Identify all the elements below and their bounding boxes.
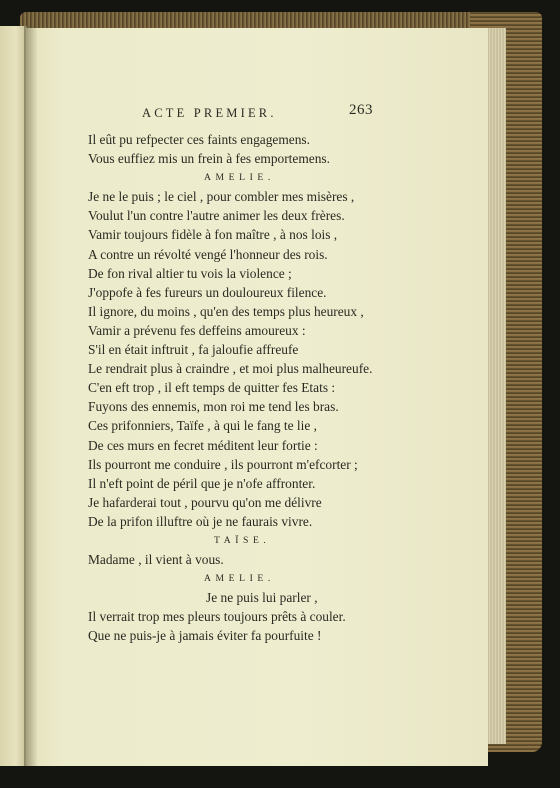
page-number: 263 <box>349 102 373 118</box>
verse-line: S'il en était inftruit , fa jaloufie affreufe <box>88 342 299 358</box>
book-page <box>26 28 488 766</box>
verse-line: Il n'eft point de péril que je n'ofe affronter. <box>88 475 316 491</box>
verse-line: Il eût pu refpecter ces faints engagemens. <box>88 132 310 147</box>
verse-line: A contre un révolté vengé l'honneur des rois. <box>88 246 328 262</box>
page-edge-top <box>20 12 530 28</box>
speaker-name: AMELIE. <box>204 172 275 184</box>
verse-line: Madame , il vient à vous. <box>88 552 224 568</box>
verse-line: Vamir a prévenu fes deffeins amoureux : <box>88 322 306 338</box>
verse-line: Que ne puis-je à jamais éviter fa pourfuite ! <box>88 628 322 644</box>
verse-line: C'en eft trop , il eft temps de quitter fes Etats : <box>88 380 336 396</box>
running-head: ACTE PREMIER. <box>142 106 277 120</box>
speaker-name: AMELIE. <box>204 573 275 585</box>
page-text <box>88 100 388 646</box>
verse-line: Ces prifonniers, Taïfe , à qui le fang te lie , <box>88 418 317 434</box>
verse-line: Ils pourront me conduire , ils pourront m'efcorter ; <box>88 456 358 472</box>
verse-line: Le rendrait plus à craindre , et moi plus malheureufe. <box>88 361 373 377</box>
verse-line: Vous euffiez mis un frein à fes emportemens. <box>88 151 330 167</box>
verse-line: De fon rival altier tu vois la violence ; <box>88 265 292 281</box>
verse-line: Fuyons des ennemis, mon roi me tend les bras. <box>88 399 339 415</box>
page-gutter-shadow <box>24 26 38 766</box>
verse-line: Je ne puis lui parler , <box>206 590 318 606</box>
verse-line: Vamir toujours fidèle à fon maître , à nos lois , <box>88 227 338 243</box>
verse-line: De ces murs en fecret méditent leur fortie : <box>88 437 318 453</box>
verse-line: Je hafarderai tout , pourvu qu'on me délivre <box>88 494 322 510</box>
speaker-name: TAÏSE. <box>214 534 271 546</box>
previous-page-sliver <box>0 26 27 766</box>
verse-line: De la prifon illuftre où je ne faurais vivre. <box>88 513 313 529</box>
page-header <box>88 100 388 126</box>
verse-line: J'oppofe à fes fureurs un douloureux filence. <box>88 284 327 300</box>
verse-lines <box>88 130 388 646</box>
verse-line: Je ne le puis ; le ciel , pour combler mes misères , <box>88 189 355 205</box>
verse-line: Il ignore, du moins , qu'en des temps plus heureux , <box>88 303 364 319</box>
verse-line: Il verrait trop mes pleurs toujours prêts à couler. <box>88 609 346 625</box>
verse-line: Voulut l'un contre l'autre animer les deux frères. <box>88 208 345 224</box>
